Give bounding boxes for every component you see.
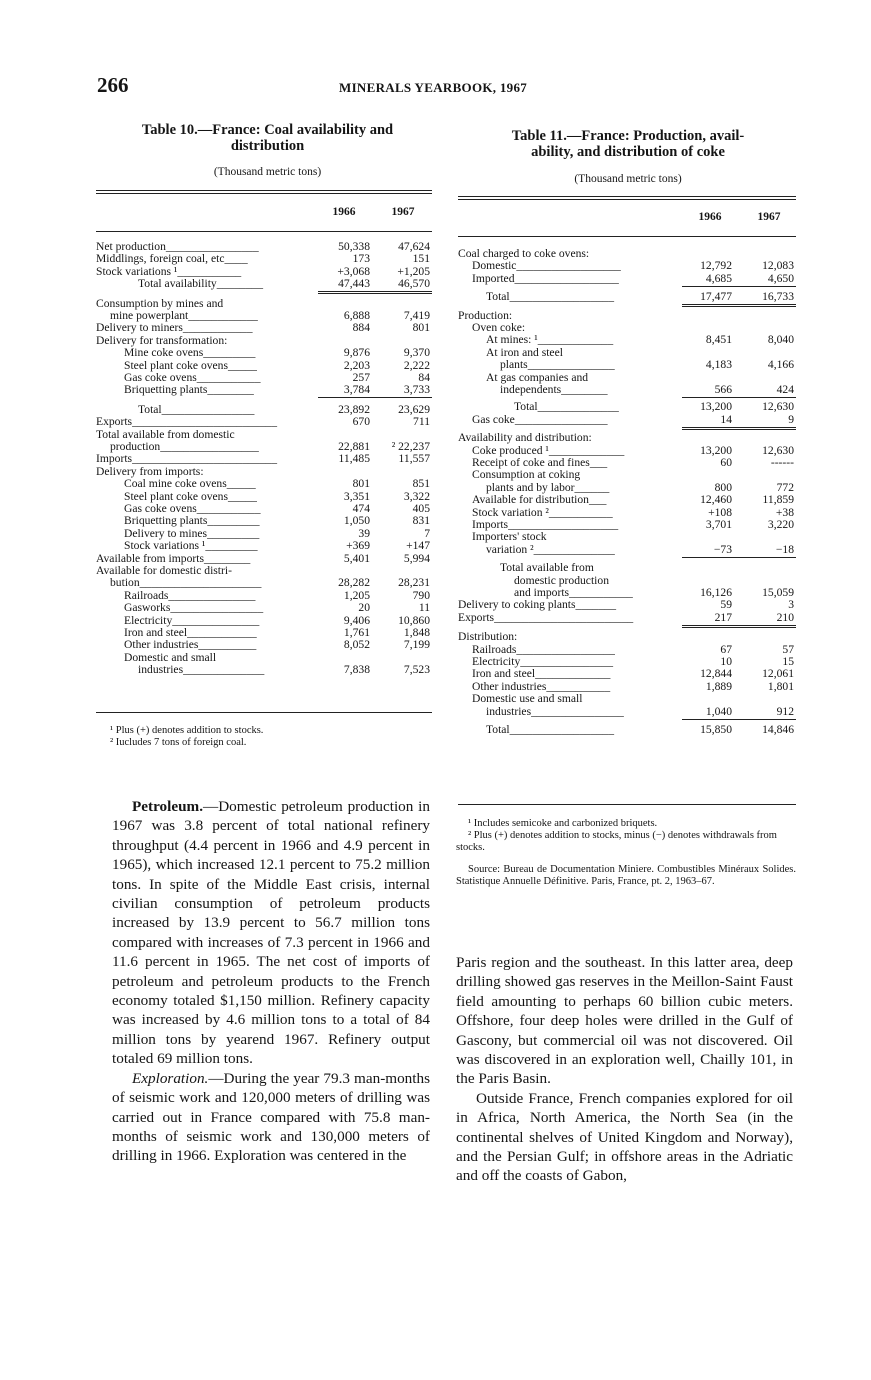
value-1967: 15 [782, 655, 794, 668]
row-label: production_________________ [110, 440, 259, 453]
row-label: Availability and distribution: [458, 431, 592, 445]
value-1967: 5,994 [403, 551, 430, 565]
petroleum-text: —Domestic petroleum production in 1967 was 3.8 percent of total national refinery throughput (4.4 percent in 1966 and 4.9 percent in 1965), which increased 12.1 percent to 75.2 million tons. In spite of the Middle East crisis, internal civilian consumption of petroleum products increased by 13.9 percent to 56.7 million tons compared with increases of 7.3 percent in 1966 and 11.6 percent in 1965. The net cost of imports of petroleum and petroleum products to the French economy totaled $1,150 million. Refinery capacity was increased by 4.6 million tons to a total of 84 million tons by yearend 1967. Refinery output totaled 69 million tons. [112, 798, 430, 1068]
left-column-text [112, 797, 430, 1166]
row-label: Total available from [500, 561, 594, 575]
right-column-text [456, 953, 793, 1186]
value-1967: ² 22,237 [391, 440, 430, 453]
row-label: plants and by labor______ [486, 480, 610, 494]
value-1967: 46,570 [398, 277, 430, 291]
row-label: Steel plant coke ovens_____ [124, 358, 257, 372]
value-1966: 9,406 [343, 613, 370, 627]
row-label: Delivery to miners____________ [96, 321, 253, 335]
value-1966: 217 [714, 610, 732, 624]
value-1967: 1,848 [403, 626, 430, 639]
value-1967: 3,733 [403, 383, 430, 397]
value-1966: 1,040 [705, 704, 732, 718]
row-label: Briquetting plants_________ [124, 514, 260, 528]
table-row [458, 531, 796, 543]
value-1966: 12,792 [700, 259, 732, 273]
value-1967: 790 [412, 588, 430, 602]
value-1966: 67 [720, 642, 732, 656]
value-1966: 801 [352, 477, 370, 491]
table10-col-1966: 1966 [332, 206, 356, 218]
table11-title [458, 128, 798, 160]
value-1967: 912 [776, 704, 794, 718]
value-1966: 4,183 [705, 358, 732, 372]
value-1967: 9 [788, 412, 794, 426]
exploration-heading: Exploration. [132, 1069, 209, 1087]
table-row [458, 414, 796, 426]
value-1967: 15,059 [762, 586, 794, 599]
value-1967: 151 [412, 252, 430, 266]
row-label: Imports___________________ [472, 518, 619, 531]
table-row [96, 664, 432, 676]
value-1967: 12,630 [762, 443, 794, 457]
table-row [458, 260, 796, 272]
row-label: Consumption by mines and [96, 296, 224, 310]
value-1967: 4,650 [767, 271, 794, 285]
table-row [96, 478, 432, 490]
table11-col-1966: 1966 [698, 211, 722, 223]
value-1966: 2,203 [343, 358, 370, 372]
row-label: Railroads_________________ [472, 642, 615, 656]
table-row [96, 540, 432, 552]
column-rule [682, 719, 796, 720]
value-1966: 50,338 [338, 240, 370, 253]
table10 [96, 190, 432, 715]
value-1967: ------ [770, 456, 794, 469]
gas-reserves-paragraph: Paris region and the southeast. In this latter area, deep drilling showed gas reserves in the Meillon-Saint Faust field amounting to perhaps 60 billion cubic meters. Offshore, four deep holes were drilled in the Gulf of Gascony, but commercial oil was not discovered. Oil was discovered in an exploration well, Chailly 101, in the Paris Basin. [456, 954, 793, 1088]
value-1967: +147 [406, 539, 430, 553]
column-rule [682, 427, 796, 430]
value-1967: −18 [775, 542, 794, 556]
value-1967: 12,630 [762, 400, 794, 414]
value-1966: 474 [352, 502, 370, 515]
table10-footnotes [110, 725, 440, 749]
table11-col-1967: 1967 [757, 211, 781, 223]
table11-bottom-rule [458, 804, 796, 805]
value-1967: 12,083 [762, 259, 794, 273]
row-label: Available for distribution___ [472, 493, 607, 507]
column-rule [318, 291, 432, 294]
value-1967: 772 [776, 480, 794, 494]
table-row [458, 693, 796, 705]
row-label: plants_______________ [500, 358, 615, 372]
table10-footnote-2: ² Iucludes 7 tons of foreign coal. [110, 737, 247, 748]
row-label: Other industries___________ [472, 679, 611, 693]
row-label: Stock variation ²___________ [472, 505, 613, 519]
value-1966: 13,200 [700, 400, 732, 414]
value-1966: 800 [714, 480, 732, 494]
row-label: Receipt of coke and fines___ [472, 456, 608, 469]
row-label: Gas coke ovens___________ [124, 502, 261, 515]
value-1966: 14 [720, 412, 732, 426]
table-row [458, 384, 796, 396]
value-1966: 12,460 [700, 493, 732, 507]
table11-footnote-2: ² Plus (+) denotes addition to stocks, minus (−) denotes withdrawals from stocks. [456, 830, 777, 853]
row-label: Oven coke: [472, 321, 526, 334]
row-label: Stock variations ¹___________ [96, 264, 242, 278]
value-1966: 13,200 [700, 443, 732, 457]
row-label: At gas companies and [486, 370, 589, 384]
table11 [458, 196, 796, 808]
value-1966: 257 [352, 371, 370, 384]
row-label: Imports_________________________ [96, 452, 277, 466]
petroleum-paragraph [112, 797, 430, 1069]
row-label: mine powerplant____________ [110, 309, 258, 322]
value-1967: 57 [782, 642, 794, 656]
value-1967: 9,370 [403, 346, 430, 360]
table10-header-rule [96, 231, 432, 232]
row-label: Available for domestic distri- [96, 564, 232, 577]
row-label: Briquetting plants________ [124, 383, 254, 397]
value-1967: +38 [775, 505, 794, 519]
table10-footnote-1: ¹ Plus (+) denotes addition to stocks. [110, 725, 264, 736]
row-label: industries______________ [138, 663, 265, 677]
value-1967: 424 [776, 383, 794, 396]
value-1966: 8,052 [343, 638, 370, 652]
column-rule [682, 304, 796, 307]
table-row [458, 359, 796, 371]
value-1966: 5,401 [343, 551, 370, 565]
table-row [458, 469, 796, 481]
value-1967: 801 [412, 321, 430, 335]
table-row [96, 602, 432, 614]
value-1966: 17,477 [700, 290, 732, 304]
table11-footnote-1: ¹ Includes semicoke and carbonized briquets. [468, 818, 658, 829]
row-label: independents________ [500, 383, 608, 396]
value-1966: 6,888 [343, 309, 370, 322]
table-row [96, 515, 432, 527]
table11-title-line1: Table 11.—France: Production, avail- [511, 128, 745, 144]
row-label: Gas coke________________ [472, 412, 608, 426]
row-label: Total available from domestic [96, 427, 235, 441]
value-1967: 16,733 [762, 290, 794, 304]
row-label: and imports___________ [514, 586, 633, 599]
row-label: bution_____________________ [110, 576, 262, 590]
value-1967: 8,040 [767, 333, 794, 347]
table-row [96, 322, 432, 334]
row-label: Coal charged to coke ovens: [458, 247, 590, 260]
table-row [96, 347, 432, 359]
page-number: 266 [97, 73, 129, 97]
table-row [458, 612, 796, 624]
table-row [458, 724, 796, 736]
row-label: Available from imports________ [96, 551, 251, 565]
table10-title [95, 122, 440, 154]
row-label: Imported__________________ [472, 271, 619, 285]
value-1966: 3,701 [705, 518, 732, 531]
value-1966: +369 [346, 539, 370, 553]
value-1966: 173 [352, 252, 370, 266]
row-label: Domestic__________________ [472, 259, 621, 273]
table-row [458, 631, 796, 643]
value-1967: 2,222 [403, 358, 430, 372]
row-label: Domestic use and small [472, 692, 583, 706]
value-1966: 566 [714, 383, 732, 396]
table-row [458, 401, 796, 413]
row-label: Domestic and small [124, 650, 217, 664]
value-1966: 4,685 [705, 271, 732, 285]
table10-top-rule [96, 190, 432, 194]
row-label: Electricity_______________ [124, 613, 260, 627]
petroleum-heading: Petroleum. [132, 798, 203, 815]
value-1966: +3,068 [337, 264, 370, 278]
table-row [458, 562, 796, 574]
value-1967: 1,801 [767, 679, 794, 693]
value-1966: 7,838 [343, 663, 370, 677]
value-1967: 84 [418, 371, 430, 384]
row-label: variation ²______________ [486, 542, 615, 556]
row-label: At iron and steel [486, 345, 563, 359]
value-1967: 3,322 [403, 489, 430, 503]
value-1967: 11,859 [762, 493, 794, 507]
row-label: At mines: ¹_____________ [486, 333, 614, 347]
value-1967: 4,166 [767, 358, 794, 372]
table11-title-line2: ability, and distribution of coke [531, 144, 725, 160]
exploration-text: —During the year 79.3 man-months of seismic work and 120,000 meters of drilling was carried out in France compared with 75.8 man-months of seismic work and 130,000 meters of drilling in 1966. Exploration was centered in the [112, 1069, 430, 1165]
value-1967: 23,629 [398, 402, 430, 416]
row-label: Exports________________________ [458, 610, 634, 624]
value-1967: 7 [424, 526, 430, 540]
table-row [96, 278, 432, 290]
column-rule [682, 557, 796, 558]
exploration-paragraph [112, 1069, 430, 1166]
value-1966: 28,282 [338, 576, 370, 590]
value-1966: 39 [358, 526, 370, 540]
value-1967: 12,061 [762, 667, 794, 681]
table-row [458, 599, 796, 611]
table-row [458, 544, 796, 556]
value-1967: 28,231 [398, 576, 430, 590]
value-1967: 47,624 [398, 240, 430, 253]
row-label: domestic production [514, 573, 609, 587]
row-label: Net production________________ [96, 240, 259, 253]
table11-header-rule [458, 236, 796, 237]
table10-bottom-rule [96, 712, 432, 713]
value-1966: 3,351 [343, 489, 370, 503]
value-1966: 1,761 [343, 626, 370, 639]
row-label: Total______________ [514, 400, 619, 414]
value-1966: 23,892 [338, 402, 370, 416]
value-1967: 11 [418, 601, 430, 615]
table10-title-line1: Table 10.—France: Coal availability and [141, 122, 394, 138]
row-label: Electricity________________ [472, 655, 614, 668]
row-label: Consumption at coking [472, 468, 581, 482]
value-1967: 14,846 [762, 723, 794, 736]
value-1967: 3 [788, 598, 794, 612]
value-1966: 8,451 [705, 333, 732, 347]
value-1967: +1,205 [397, 264, 430, 278]
value-1967: 851 [412, 477, 430, 491]
value-1967: 7,199 [403, 638, 430, 652]
table-row [458, 668, 796, 680]
row-label: Total availability________ [138, 277, 264, 291]
row-label: Importers' stock [472, 530, 547, 544]
table-row [458, 494, 796, 506]
value-1966: −73 [713, 542, 732, 556]
value-1966: 670 [352, 415, 370, 429]
value-1967: 10,860 [398, 613, 430, 627]
value-1966: 9,876 [343, 346, 370, 360]
table11-footnotes [456, 818, 796, 888]
value-1967: 3,220 [767, 518, 794, 531]
row-label: Middlings, foreign coal, etc____ [96, 252, 248, 266]
row-label: Stock variations ¹_________ [124, 539, 258, 553]
value-1966: 47,443 [338, 277, 370, 291]
row-label: Distribution: [458, 630, 518, 644]
table10-title-line2: distribution [230, 138, 305, 154]
row-label: Mine coke ovens_________ [124, 346, 256, 360]
row-label: Total__________________ [486, 290, 615, 304]
value-1966: 12,844 [700, 667, 732, 681]
row-label: Delivery to coking plants_______ [458, 598, 617, 612]
table11-source: Source: Bureau de Documentation Miniere. Combustibles Minéraux Solides. Statistique Annuelle Définitive. Paris, France, pt. 2, 1963–67. [456, 864, 796, 887]
table-row [96, 639, 432, 651]
value-1966: 10 [720, 655, 732, 668]
value-1966: 1,889 [705, 679, 732, 693]
column-rule [682, 286, 796, 287]
column-rule [682, 625, 796, 628]
value-1966: 16,126 [700, 586, 732, 599]
value-1966: +108 [708, 505, 732, 519]
table11-top-rule [458, 196, 796, 200]
table10-unit: (Thousand metric tons) [213, 166, 322, 178]
value-1966: 884 [352, 321, 370, 335]
row-label: Production: [458, 308, 513, 322]
value-1966: 20 [358, 601, 370, 615]
row-label: Coal mine coke ovens_____ [124, 477, 256, 491]
column-rule [682, 397, 796, 398]
table-row [458, 273, 796, 285]
table-row [458, 334, 796, 346]
table-row [96, 577, 432, 589]
table-row [458, 432, 796, 444]
row-label: Railroads_______________ [124, 588, 256, 602]
value-1967: 405 [412, 502, 430, 515]
row-label: Steel plant coke ovens_____ [124, 489, 257, 503]
table-row [96, 453, 432, 465]
column-rule [318, 397, 432, 398]
row-label: Exports_________________________ [96, 415, 277, 429]
value-1966: 11,485 [338, 452, 370, 466]
row-label: Delivery for transformation: [96, 333, 228, 347]
value-1966: 1,050 [343, 514, 370, 528]
table-row [96, 416, 432, 428]
row-label: Gas coke ovens___________ [124, 371, 261, 384]
table-row [96, 253, 432, 265]
row-label: Coke produced ¹_____________ [472, 443, 625, 457]
table-row [458, 706, 796, 718]
row-label: Total__________________ [486, 723, 615, 736]
table10-col-1967: 1967 [391, 206, 415, 218]
value-1966: 15,850 [700, 723, 732, 736]
value-1966: 60 [720, 456, 732, 469]
value-1966: 1,205 [343, 588, 370, 602]
value-1967: 711 [413, 415, 430, 429]
value-1967: 11,557 [398, 452, 430, 466]
row-label: Iron and steel_____________ [472, 667, 611, 681]
table11-unit: (Thousand metric tons) [574, 173, 682, 185]
row-label: Delivery to mines_________ [124, 526, 260, 540]
value-1966: 59 [720, 598, 732, 612]
value-1966: 22,881 [338, 440, 370, 453]
outside-france-paragraph: Outside France, French companies explored for oil in Africa, North America, the North Sea (in the continental shelves of United Kingdom and Norway), and the Persian Gulf; in offshore areas in the Adriatic and off the coasts of Gabon, [456, 1089, 793, 1185]
value-1967: 210 [776, 610, 794, 624]
value-1966: 3,784 [343, 383, 370, 397]
row-label: Iron and steel____________ [124, 626, 257, 639]
row-label: Gasworks________________ [124, 601, 264, 615]
value-1967: 831 [412, 514, 430, 528]
value-1967: 7,419 [403, 309, 430, 322]
row-label: Delivery from imports: [96, 464, 204, 478]
row-label: Other industries__________ [124, 638, 257, 652]
row-label: industries________________ [486, 704, 624, 718]
table-row [458, 291, 796, 303]
row-label: Total________________ [138, 402, 255, 416]
value-1967: 7,523 [403, 663, 430, 677]
table-row [96, 384, 432, 396]
running-head: MINERALS YEARBOOK, 1967 [339, 80, 528, 95]
